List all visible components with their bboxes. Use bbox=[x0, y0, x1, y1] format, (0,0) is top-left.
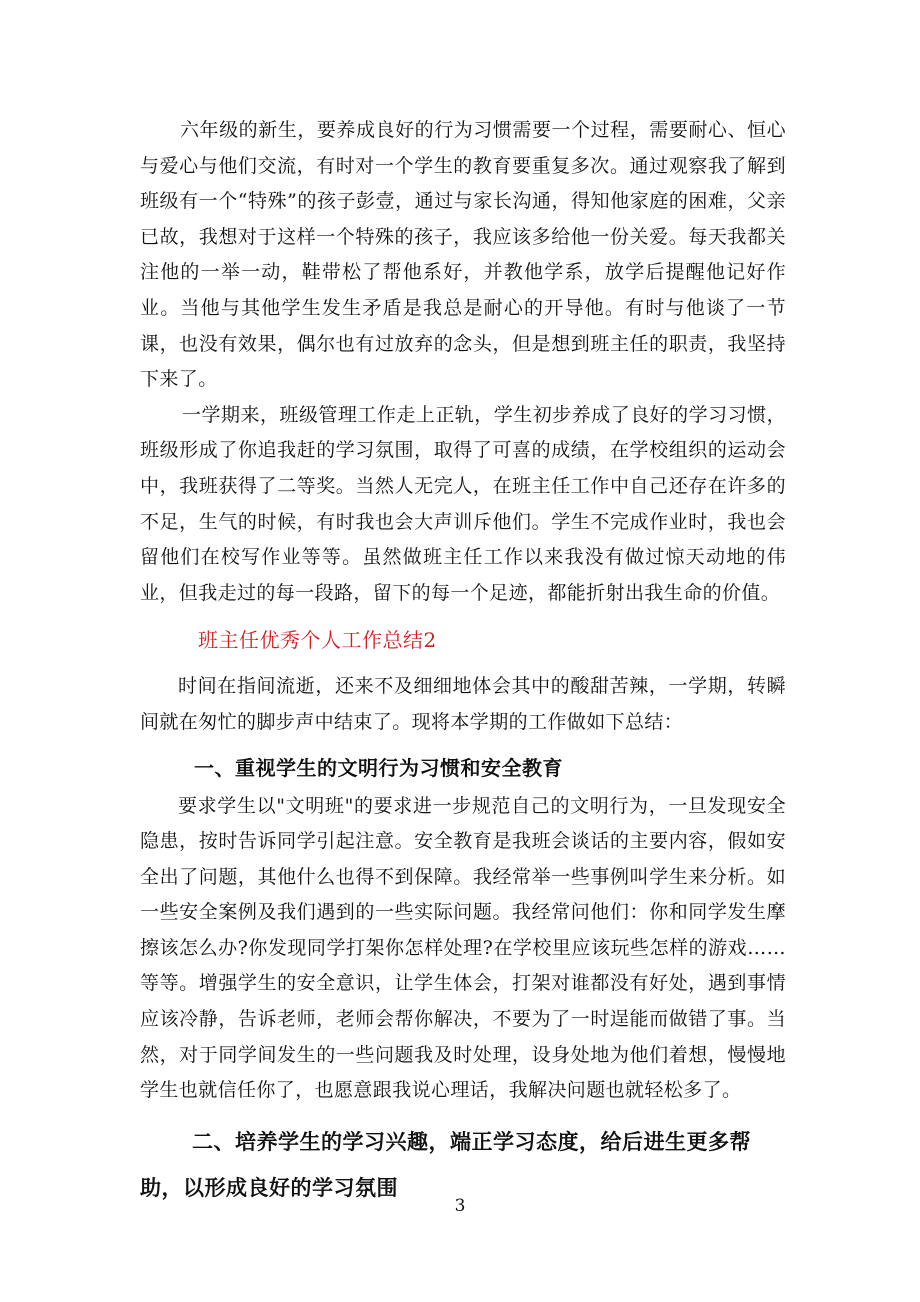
paragraph: 时间在指间流逝，还来不及细细地体会其中的酸甜苦辣，一学期，转瞬间就在匆忙的脚步声中结束了。现将本学期的工作做如下总结： bbox=[140, 675, 786, 733]
section-heading: 二、培养学生的学习兴趣，端正学习态度，给后进生更多帮助，以形成良好的学习氛围 bbox=[140, 1128, 751, 1200]
paragraph: 六年级的新生，要养成良好的行为习惯需要一个过程，需要耐心、恒心与爱心与他们交流，有时对一个学生的教育要重复多次。通过观察我了解到班级有一个“特殊”的孩子彭壹，通过与家长沟通，得知他家庭的困难，父亲已故，我想对于这样一个特殊的孩子，我应该多给他一份关爱。每天我都关注他的一举一动，鞋带松了帮他系好，并教他学系，放学后提醒他记好作业。当他与其他学生发生矛盾是我总是耐心的开导他。有时与他谈了一节课，也没有效果，偶尔也有过放弃的念头，但是想到班主任的职责，我坚持下来了。 bbox=[140, 119, 786, 391]
section-heading: 一、重视学生的文明行为习惯和安全教育 bbox=[194, 755, 563, 780]
page-number: 3 bbox=[454, 1196, 466, 1216]
document-body bbox=[140, 113, 786, 1211]
section-title: 班主任优秀个人工作总结2 bbox=[198, 628, 437, 653]
paragraph: 一学期来，班级管理工作走上正轨，学生初步养成了良好的学习习惯，班级形成了你追我赶的学习氛围，取得了可喜的成绩，在学校组织的运动会中，我班获得了二等奖。当然人无完人，在班主任工作中自己还存在许多的不足，生气的时候，有时我也会大声训斥他们。学生不完成作业时，我也会留他们在校写作业等等。虽然做班主任工作以来我没有做过惊天动地的伟业，但我走过的每一段路，留下的每一个足迹，都能折射出我生命的价值。 bbox=[140, 403, 786, 604]
paragraph: 要求学生以"文明班"的要求进一步规范自己的文明行为，一旦发现安全隐患，按时告诉同学引起注意。安全教育是我班会谈话的主要内容，假如安全出了问题，其他什么也得不到保障。我经常举一些事例叫学生来分析。如一些安全案例及我们遇到的一些实际问题。我经常问他们：你和同学发生摩擦该怎么办?你发现同学打架你怎样处理?在学校里应该玩些怎样的游戏……等等。增强学生的安全意识，让学生体会，打架对谁都没有好处，遇到事情应该冷静，告诉老师，老师会帮你解决，不要为了一时逞能而做错了事。当然，对于同学间发生的一些问题我及时处理，设身处地为他们着想，慢慢地学生也就信任你了，也愿意跟我说心理话，我解决问题也就轻松多了。 bbox=[140, 794, 786, 1102]
